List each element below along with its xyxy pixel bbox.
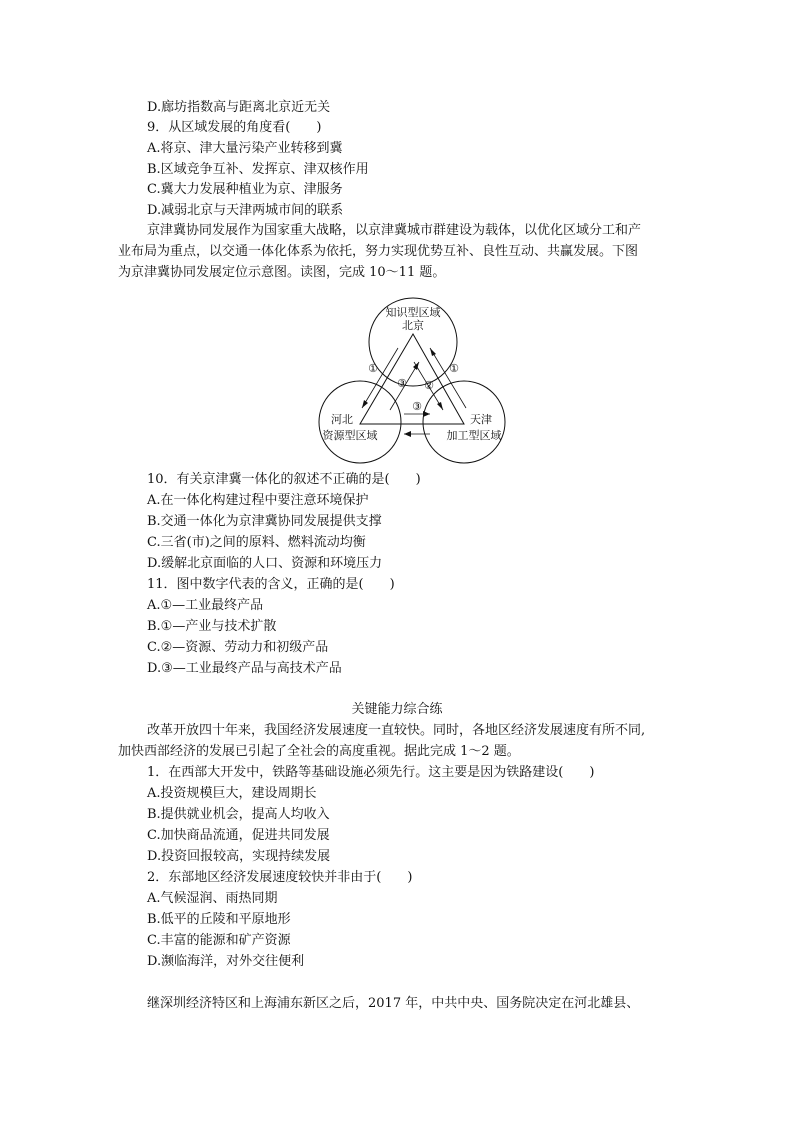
question-11-stem: 11．图中数字代表的含义，正确的是( ) xyxy=(147,577,395,592)
q10-option-c: C.三省(市)之间的原料、燃料流动均衡 xyxy=(147,535,366,550)
hebei-type-label: 资源型区域 xyxy=(322,429,378,442)
s1-option-c: C.加快商品流通，促进共同发展 xyxy=(147,828,330,843)
passage3-line1: 继深圳经济特区和上海浦东新区之后，2017 年，中共中央、国务院决定在河北雄县、 xyxy=(147,996,640,1011)
tianjin-type-label: 加工型区域 xyxy=(446,429,502,442)
hebei-name-label: 河北 xyxy=(331,413,353,426)
s2-option-b: B.低平的丘陵和平原地形 xyxy=(147,912,291,927)
s2-option-d: D.濒临海洋，对外交往便利 xyxy=(147,954,305,969)
tianjin-circle xyxy=(423,381,505,463)
q10-option-b: B.交通一体化为京津冀协同发展提供支撑 xyxy=(147,514,382,529)
section-title: 关键能力综合练 xyxy=(351,702,443,717)
section-question-1-stem: 1．在西部大开发中，铁路等基础设施必须先行。这主要是因为铁路建设( ) xyxy=(147,765,595,780)
marker-3-bottom: ③ xyxy=(412,400,422,413)
passage1-line2: 业布局为重点，以交通一体化体系为依托，努力实现优势互补、良性互动、共赢发展。下图 xyxy=(118,244,639,259)
q11-option-a: A.①—工业最终产品 xyxy=(147,598,264,613)
question-10-stem: 10．有关京津冀一体化的叙述不正确的是( ) xyxy=(147,472,421,487)
q9-option-d: D.减弱北京与天津两城市间的联系 xyxy=(147,203,344,218)
q10-option-d: D.缓解北京面临的人口、资源和环境压力 xyxy=(147,556,383,571)
q9-option-a: A.将京、津大量污染产业转移到冀 xyxy=(147,141,343,156)
q9-option-c: C.冀大力发展种植业为京、津服务 xyxy=(147,182,343,197)
section-question-2-stem: 2．东部地区经济发展速度较快并非由于( ) xyxy=(147,870,413,885)
beijing-name-label: 北京 xyxy=(402,319,424,332)
passage1-line1: 京津冀协同发展作为国家重大战略，以京津冀城市群建设为载体，以优化区域分工和产 xyxy=(147,223,642,238)
q11-option-d: D.③—工业最终产品与高技术产品 xyxy=(147,661,342,676)
marker-3-left: ③ xyxy=(397,377,407,390)
marker-2-right: ② xyxy=(424,379,434,392)
q8-option-d: D.廊坊指数高与距离北京近无关 xyxy=(147,100,331,115)
jingjinji-positioning-diagram xyxy=(318,296,518,464)
question-9-stem: 9．从区域发展的角度看( ) xyxy=(147,120,322,135)
marker-1-right: ① xyxy=(449,362,459,375)
passage2-line1: 改革开放四十年来，我国经济发展速度一直较快。同时，各地区经济发展速度有所不同, xyxy=(147,723,646,738)
s1-option-d: D.投资回报较高，实现持续发展 xyxy=(147,849,331,864)
s2-option-a: A.气候湿润、雨热同期 xyxy=(147,891,278,906)
q10-option-a: A.在一体化构建过程中要注意环境保护 xyxy=(147,493,369,508)
marker-1-left: ① xyxy=(368,362,378,375)
s2-option-c: C.丰富的能源和矿产资源 xyxy=(147,933,291,948)
passage1-line3: 为京津冀协同发展定位示意图。读图，完成 10～11 题。 xyxy=(118,265,446,280)
tianjin-name-label: 天津 xyxy=(470,413,492,426)
q11-option-b: B.①—产业与技术扩散 xyxy=(147,619,277,634)
passage2-line2: 加快西部经济的发展已引起了全社会的高度重视。据此完成 1～2 题。 xyxy=(118,744,520,759)
q11-option-c: C.②—资源、劳动力和初级产品 xyxy=(147,640,329,655)
q9-option-b: B.区域竞争互补、发挥京、津双核作用 xyxy=(147,162,369,177)
s1-option-a: A.投资规模巨大，建设周期长 xyxy=(147,786,317,801)
beijing-type-label: 知识型区域 xyxy=(385,306,441,319)
s1-option-b: B.提供就业机会，提高人均收入 xyxy=(147,807,330,822)
